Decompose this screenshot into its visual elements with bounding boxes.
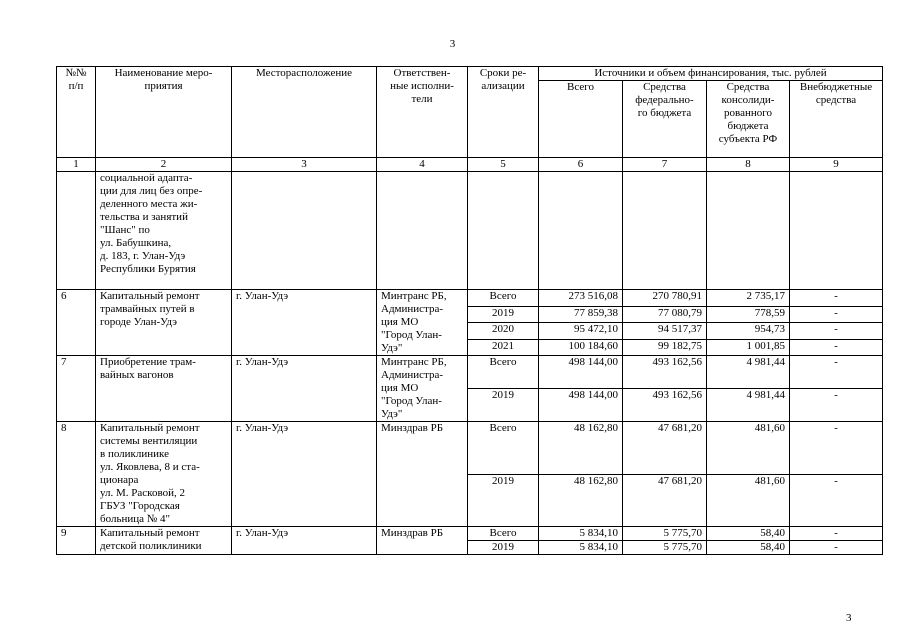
row-federal: 270 780,91 — [623, 290, 707, 307]
column-index: 8 — [707, 158, 790, 172]
row-total: 48 162,80 — [539, 422, 623, 475]
row-total: 498 144,00 — [539, 389, 623, 422]
row-regional: 481,60 — [707, 422, 790, 475]
column-index: 6 — [539, 158, 623, 172]
row-federal: 5 775,70 — [623, 527, 707, 541]
cell-empty — [468, 172, 539, 290]
row-regional: 4 981,44 — [707, 356, 790, 389]
row-total: 95 472,10 — [539, 323, 623, 340]
header-regional: Средства консолиди- рованного бюджета субъекта РФ — [707, 81, 790, 158]
row-federal: 77 080,79 — [623, 306, 707, 323]
row-federal: 47 681,20 — [623, 422, 707, 475]
cell-empty — [790, 172, 883, 290]
header-number: №№ п/п — [57, 67, 96, 158]
row-regional: 4 981,44 — [707, 389, 790, 422]
row-total: 5 834,10 — [539, 541, 623, 555]
table-row — [57, 290, 883, 307]
row-period: 2019 — [468, 306, 539, 323]
column-index: 9 — [790, 158, 883, 172]
row-total: 5 834,10 — [539, 527, 623, 541]
header-name: Наименование меро- приятия — [96, 67, 232, 158]
row-regional: 58,40 — [707, 527, 790, 541]
row-federal: 493 162,56 — [623, 356, 707, 389]
table-row — [57, 527, 883, 541]
row-responsible: Минтранс РБ, Администра- ция МО "Город Улан- Удэ" — [377, 290, 468, 356]
header-period: Сроки ре- ализации — [468, 67, 539, 158]
continued-row — [57, 172, 883, 290]
row-name: Приобретение трам- вайных вагонов — [96, 356, 232, 422]
row-number: 7 — [57, 356, 96, 422]
row-extra: - — [790, 339, 883, 356]
cell-empty — [377, 172, 468, 290]
table-row — [57, 356, 883, 389]
row-total: 48 162,80 — [539, 474, 623, 527]
header-location: Месторасположение — [232, 67, 377, 158]
column-index: 5 — [468, 158, 539, 172]
row-total: 77 859,38 — [539, 306, 623, 323]
row-period: 2020 — [468, 323, 539, 340]
table-row — [57, 422, 883, 475]
row-period: 2019 — [468, 474, 539, 527]
cell-empty — [707, 172, 790, 290]
table-body — [57, 158, 883, 555]
cell-empty — [623, 172, 707, 290]
row-federal: 47 681,20 — [623, 474, 707, 527]
cell-empty — [232, 172, 377, 290]
row-period: 2021 — [468, 339, 539, 356]
column-index: 3 — [232, 158, 377, 172]
row-name: Капитальный ремонт системы вентиляции в поликлинике ул. Яковлева, 8 и ста- ционара ул. М. Расковой, 2 ГБУЗ "Городская больница № 4" — [96, 422, 232, 527]
header-financing: Источники и объем финансирования, тыс. рублей — [539, 67, 883, 81]
row-total: 100 184,60 — [539, 339, 623, 356]
header-responsible: Ответствен- ные исполни- тели — [377, 67, 468, 158]
row-period: Всего — [468, 356, 539, 389]
row-extra: - — [790, 323, 883, 340]
table-header — [57, 67, 883, 158]
row-period: Всего — [468, 422, 539, 475]
row-responsible: Минздрав РБ — [377, 422, 468, 527]
row-number: 6 — [57, 290, 96, 356]
cell-empty — [539, 172, 623, 290]
financing-table — [56, 66, 883, 555]
row-location: г. Улан-Удэ — [232, 422, 377, 527]
header-federal: Средства федерально- го бюджета — [623, 81, 707, 158]
row-extra: - — [790, 356, 883, 389]
row-name: Капитальный ремонт детской поликлиники — [96, 527, 232, 555]
row-total: 498 144,00 — [539, 356, 623, 389]
row-extra: - — [790, 290, 883, 307]
row-name: Капитальный ремонт трамвайных путей в городе Улан-Удэ — [96, 290, 232, 356]
row-extra: - — [790, 306, 883, 323]
column-index: 2 — [96, 158, 232, 172]
header-extra: Внебюджетные средства — [790, 81, 883, 158]
row-federal: 94 517,37 — [623, 323, 707, 340]
row-extra: - — [790, 474, 883, 527]
column-index: 4 — [377, 158, 468, 172]
row-extra: - — [790, 541, 883, 555]
page-number-top: 3 — [449, 38, 456, 50]
column-index: 1 — [57, 158, 96, 172]
header-total: Всего — [539, 81, 623, 158]
row-responsible: Минтранс РБ, Администра- ция МО "Город Улан- Удэ" — [377, 356, 468, 422]
row-federal: 5 775,70 — [623, 541, 707, 555]
row-regional: 1 001,85 — [707, 339, 790, 356]
row-regional: 58,40 — [707, 541, 790, 555]
row-period: Всего — [468, 527, 539, 541]
row-regional: 778,59 — [707, 306, 790, 323]
column-index: 7 — [623, 158, 707, 172]
row-period: 2019 — [468, 541, 539, 555]
row-federal: 99 182,75 — [623, 339, 707, 356]
row-responsible: Минздрав РБ — [377, 527, 468, 555]
row-location: г. Улан-Удэ — [232, 356, 377, 422]
page-number-bottom: 3 — [846, 612, 852, 624]
row-location: г. Улан-Удэ — [232, 290, 377, 356]
row-number: 9 — [57, 527, 96, 555]
row-extra: - — [790, 422, 883, 475]
row-extra: - — [790, 389, 883, 422]
row-number: 8 — [57, 422, 96, 527]
row-regional: 2 735,17 — [707, 290, 790, 307]
cell-empty — [57, 172, 96, 290]
row-regional: 481,60 — [707, 474, 790, 527]
row-federal: 493 162,56 — [623, 389, 707, 422]
row-total: 273 516,08 — [539, 290, 623, 307]
column-index-row — [57, 158, 883, 172]
row-extra: - — [790, 527, 883, 541]
continued-name: социальной адапта- ции для лиц без опре- деленного места жи- тельства и занятий "Шанс" по ул. Бабушкина, д. 183, г. Улан-Удэ Республики Бурятия — [96, 172, 232, 290]
row-location: г. Улан-Удэ — [232, 527, 377, 555]
row-regional: 954,73 — [707, 323, 790, 340]
row-period: 2019 — [468, 389, 539, 422]
row-period: Всего — [468, 290, 539, 307]
